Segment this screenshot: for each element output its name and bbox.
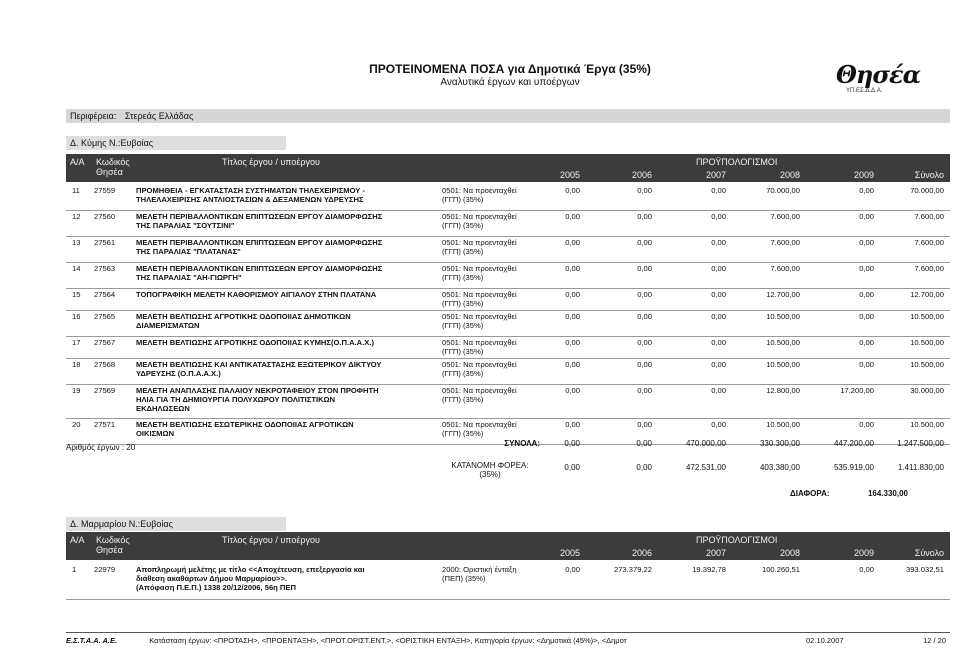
row-aa: 20 <box>72 420 81 429</box>
col-year-2006: 2006 <box>631 170 652 180</box>
col-year-2005: 2005 <box>559 170 580 180</box>
totals-label: ΣΥΝΟΛΑ: <box>504 439 540 448</box>
total-value: 472.531,00 <box>685 463 726 472</box>
row-value: 12.700,00 <box>910 290 944 299</box>
col2-year-2008: 2008 <box>779 548 800 558</box>
row-aa: 12 <box>72 212 81 221</box>
row-value: 0,00 <box>859 360 874 369</box>
row-value: 0,00 <box>711 238 726 247</box>
total-value: 403.380,00 <box>759 463 800 472</box>
row-aa: 13 <box>72 238 81 247</box>
total-value: 470.000,00 <box>685 439 726 448</box>
row-value: 12.700,00 <box>766 290 800 299</box>
table-row <box>66 358 950 385</box>
row-aa: 15 <box>72 290 81 299</box>
col-year-2009: 2009 <box>853 170 874 180</box>
row-value: 7.600,00 <box>770 212 800 221</box>
region-label: Περιφέρεια: <box>70 111 117 121</box>
row-title: ΜΕΛΕΤΗ ΒΕΛΤΙΩΣΗΣ ΕΣΩΤΕΡΙΚΗΣ ΟΔΟΠΟΙΙΑΣ ΑΓΡΟΤΙΚΩΝ ΟΙΚΙΣΜΩΝ <box>136 420 354 438</box>
footer-date: 02.10.2007 <box>806 636 844 645</box>
footer-org: Ε.Σ.Τ.Α.Α. Α.Ε. <box>66 636 118 645</box>
row-value: 0,00 <box>565 565 580 574</box>
col-total: Σύνολο <box>914 170 944 180</box>
col2-year-2007: 2007 <box>705 548 726 558</box>
row-classification: 0501: Να προενταχθεί (ΓΓΠ) (35%) <box>442 386 517 404</box>
row-aa: 16 <box>72 312 81 321</box>
row-code: 27565 <box>94 312 116 321</box>
row-code: 27561 <box>94 238 116 247</box>
logo-subtext: ΥΠ.ΕΣ.Δ.Δ.Α. <box>846 88 883 94</box>
col-title: Τίτλος έργου / υποέργου <box>222 157 320 167</box>
alloc-label: ΚΑΤΑΝΟΜΗ ΦΟΡΕΑ: (35%) <box>451 461 529 479</box>
row-value: 0,00 <box>711 312 726 321</box>
total-value: 0,00 <box>636 439 652 448</box>
row-value: 0,00 <box>565 212 580 221</box>
row-title: ΠΡΟΜΗΘΕΙΑ - ΕΓΚΑΤΑΣΤΑΣΗ ΣΥΣΤΗΜΑΤΩΝ ΤΗΛΕΧΕΙΡΙΣΜΟΥ - ΤΗΛΕΛΑΧΕΙΡΙΣΗΣ ΑΝΤΛΙΟΣΤΑΣΙΩΝ & ΔΕΞΑΜΕΝΩΝ ΥΔΡΕΥΣΗΣ <box>136 186 365 204</box>
row-value: 0,00 <box>711 360 726 369</box>
row-code: 27568 <box>94 360 116 369</box>
page-subtitle: Αναλυτικά έργων και υποέργων <box>440 77 580 88</box>
row-aa: 14 <box>72 264 81 273</box>
row-value: 0,00 <box>565 420 580 429</box>
row-value: 0,00 <box>711 338 726 347</box>
row-value: 0,00 <box>565 290 580 299</box>
row-value: 0,00 <box>565 386 580 395</box>
row-value: 0,00 <box>711 186 726 195</box>
project-count: Αριθμός έργων : 20 <box>66 443 136 452</box>
row-value: 0,00 <box>565 264 580 273</box>
col-budget: ΠΡΟΫΠΟΛΟΓΙΣΜΟΙ <box>696 157 778 167</box>
row-value: 7.600,00 <box>914 238 944 247</box>
row-value: 10.500,00 <box>910 312 944 321</box>
diff-value: 164.330,00 <box>867 489 908 498</box>
row-value: 7.600,00 <box>914 212 944 221</box>
col-code-2: Κωδικός Θησέα <box>96 535 130 555</box>
table-row <box>66 262 950 289</box>
page-footer <box>66 632 950 645</box>
table-header-2 <box>66 532 950 560</box>
col2-total: Σύνολο <box>914 548 944 558</box>
municipality-label-2: Δ. Μαρμαρίου Ν.:Ευβοίας <box>70 519 173 529</box>
row-value: 10.500,00 <box>910 360 944 369</box>
row-value: 70.000,00 <box>766 186 800 195</box>
row-value: 0,00 <box>637 420 652 429</box>
table-row <box>66 384 950 419</box>
row-value: 7.600,00 <box>770 264 800 273</box>
row-value: 0,00 <box>859 238 874 247</box>
row-title: ΜΕΛΕΤΗ ΠΕΡΙΒΑΛΛΟΝΤΙΚΩΝ ΕΠΙΠΤΩΣΕΩΝ ΕΡΓΟΥ ΔΙΑΜΟΡΦΩΣΗΣ ΤΗΣ ΠΑΡΑΛΙΑΣ "ΠΛΑΤΑΝΑΣ" <box>136 238 383 256</box>
row-value: 0,00 <box>859 312 874 321</box>
total-value: 535.919,00 <box>833 463 874 472</box>
row-classification: 0501: Να προενταχθεί (ΓΓΠ) (35%) <box>442 186 517 204</box>
row-value: 0,00 <box>565 238 580 247</box>
row-value: 0,00 <box>637 238 652 247</box>
row-value: 0,00 <box>711 264 726 273</box>
row-value: 0,00 <box>711 212 726 221</box>
table-row <box>66 336 950 359</box>
row-code: 27559 <box>94 186 116 195</box>
row-value: 0,00 <box>637 360 652 369</box>
total-value: 0,00 <box>564 439 580 448</box>
row-value: 10.500,00 <box>910 420 944 429</box>
table-row <box>66 210 950 237</box>
row-title: ΜΕΛΕΤΗ ΒΕΛΤΙΩΣΗΣ ΚΑΙ ΑΝΤΙΚΑΤΑΣΤΑΣΗΣ ΕΞΩΤΕΡΙΚΟΥ ΔΙΚΤΥΟΥ ΥΔΡΕΥΣΗΣ (Ο.Π.Α.Α.Χ.) <box>136 360 382 378</box>
row-value: 0,00 <box>859 420 874 429</box>
row-classification: 0501: Να προενταχθεί (ΓΓΠ) (35%) <box>442 360 517 378</box>
row-value: 0,00 <box>565 338 580 347</box>
table-header-1 <box>66 154 950 182</box>
row-value: 10.500,00 <box>766 338 800 347</box>
row-code: 27567 <box>94 338 116 347</box>
row-classification: 0501: Να προενταχθεί (ΓΓΠ) (35%) <box>442 420 517 438</box>
table-row <box>66 184 950 211</box>
total-value: 447.200,00 <box>833 439 874 448</box>
table-row <box>66 236 950 263</box>
row-value: 10.500,00 <box>766 312 800 321</box>
row-title: ΜΕΛΕΤΗ ΒΕΛΤΙΩΣΗΣ ΑΓΡΟΤΙΚΗΣ ΟΔΟΠΟΙΙΑΣ ΚΥΜΗΣ(Ο.Π.Α.Α.Χ.) <box>136 338 374 347</box>
total-value: 0,00 <box>636 463 652 472</box>
col-aa-2: Α/Α <box>70 535 85 545</box>
row-title: ΜΕΛΕΤΗ ΠΕΡΙΒΑΛΛΟΝΤΙΚΩΝ ΕΠΙΠΤΩΣΕΩΝ ΕΡΓΟΥ ΔΙΑΜΟΡΦΩΣΗΣ ΤΗΣ ΠΑΡΑΛΙΑΣ "ΣΟΥΤΣΙΝΙ" <box>136 212 383 230</box>
col-aa: Α/Α <box>70 157 85 167</box>
col-year-2007: 2007 <box>705 170 726 180</box>
row-value: 0,00 <box>637 264 652 273</box>
row-classification: 0501: Να προενταχθεί (ΓΓΠ) (35%) <box>442 290 517 308</box>
col-title-2: Τίτλος έργου / υποέργου <box>222 535 320 545</box>
row-code: 27564 <box>94 290 116 299</box>
row-value: 0,00 <box>637 290 652 299</box>
row-code: 27560 <box>94 212 116 221</box>
footer-page: 12 / 20 <box>923 636 946 645</box>
municipality-label-1: Δ. Κύμης Ν.:Ευβοίας <box>70 138 154 148</box>
row-value: 0,00 <box>859 264 874 273</box>
row-aa: 11 <box>72 186 80 195</box>
region-band <box>66 109 950 123</box>
row-value: 0,00 <box>711 290 726 299</box>
row-code: 27569 <box>94 386 116 395</box>
row-value: 0,00 <box>859 565 874 574</box>
total-value: 1.247.500,00 <box>897 439 944 448</box>
total-value: 0,00 <box>564 463 580 472</box>
row-value: 10.500,00 <box>766 360 800 369</box>
page-title: ΠΡΟΤΕΙΝΟΜΕΝΑ ΠΟΣΑ για Δημοτικά Έργα (35%) <box>369 62 651 76</box>
row-aa: 17 <box>72 338 81 347</box>
row-value: 393.032,51 <box>905 565 944 574</box>
row-value: 70.000,00 <box>910 186 944 195</box>
row-classification: 0501: Να προενταχθεί (ΓΓΠ) (35%) <box>442 264 517 282</box>
table-row <box>66 310 950 337</box>
row-value: 0,00 <box>859 212 874 221</box>
row-value: 0,00 <box>565 186 580 195</box>
municipality-band-2 <box>66 517 286 531</box>
row-value: 7.600,00 <box>914 264 944 273</box>
row-value: 0,00 <box>637 212 652 221</box>
row-value: 273.379,22 <box>613 565 652 574</box>
row-value: 30.000,00 <box>910 386 944 395</box>
row-value: 0,00 <box>637 386 652 395</box>
col2-year-2009: 2009 <box>853 548 874 558</box>
row-title: Αποπληρωμή μελέτης με τίτλο <<Αποχέτευση, επεξεργασία και διάθεση ακαθάρτων Δήμου Μαρμαρίου>>. (Απόφαση Π.Ε.Π.) 1338 20/12/2006, 56η ΠΕΠ <box>136 565 365 592</box>
col-budget-2: ΠΡΟΫΠΟΛΟΓΙΣΜΟΙ <box>696 535 778 545</box>
row-value: 7.600,00 <box>770 238 800 247</box>
row-aa: 19 <box>72 386 81 395</box>
row-value: 0,00 <box>711 420 726 429</box>
row-code: 27571 <box>94 420 116 429</box>
row-value: 19.392,78 <box>692 565 726 574</box>
row-value: 0,00 <box>859 186 874 195</box>
col-code: Κωδικός Θησέα <box>96 157 130 177</box>
footer-status: Κατάσταση έργων: <ΠΡΟΤΑΣΗ>, <ΠΡΟΕΝΤΑΞΗ>, <ΠΡΟΤ.ΟΡΙΣΤ.ΕΝΤ.>, <ΟΡΙΣΤΙΚΗ ΕΝΤΑΞΗ>, Κατηγορία έργων: <Δημοτικά (45%)>, <Δημοτ <box>149 636 627 645</box>
municipality-band-1 <box>66 136 286 150</box>
row-value: 0,00 <box>565 312 580 321</box>
row-code: 27563 <box>94 264 116 273</box>
total-value: 330.300,00 <box>759 439 800 448</box>
col2-year-2005: 2005 <box>559 548 580 558</box>
row-title: ΜΕΛΕΤΗ ΒΕΛΤΙΩΣΗΣ ΑΓΡΟΤΙΚΗΣ ΟΔΟΠΟΙΙΑΣ ΔΗΜΟΤΙΚΩΝ ΔΙΑΜΕΡΙΣΜΑΤΩΝ <box>136 312 351 330</box>
row-title: ΜΕΛΕΤΗ ΠΕΡΙΒΑΛΛΟΝΤΙΚΩΝ ΕΠΙΠΤΩΣΕΩΝ ΕΡΓΟΥ ΔΙΑΜΟΡΦΩΣΗΣ ΤΗΣ ΠΑΡΑΛΙΑΣ "ΑΗ-ΓΙΩΡΓΗ" <box>136 264 383 282</box>
table-row <box>66 288 950 311</box>
row-code: 22979 <box>94 565 116 574</box>
row-aa: 1 <box>72 565 77 574</box>
row-classification: 0501: Να προενταχθεί (ΓΓΠ) (35%) <box>442 312 517 330</box>
table-row <box>66 563 950 600</box>
diff-label: ΔΙΑΦΟΡΑ: <box>790 489 830 498</box>
logo-text: Θησέα <box>836 60 921 89</box>
row-classification: 0501: Να προενταχθεί (ΓΓΠ) (35%) <box>442 338 517 356</box>
region-value: Στερεάς Ελλάδας <box>124 111 194 121</box>
row-value: 12.800,00 <box>766 386 800 395</box>
row-classification: 0501: Να προενταχθεί (ΓΓΠ) (35%) <box>442 212 517 230</box>
row-value: 0,00 <box>565 360 580 369</box>
row-value: 100.260,51 <box>761 565 800 574</box>
col2-year-2006: 2006 <box>631 548 652 558</box>
thisea-logo <box>816 52 948 102</box>
total-value: 1.411.830,00 <box>897 463 944 472</box>
row-value: 0,00 <box>637 186 652 195</box>
row-value: 17.200,00 <box>840 386 874 395</box>
row-value: 10.500,00 <box>910 338 944 347</box>
row-title: ΜΕΛΕΤΗ ΑΝΑΠΛΑΣΗΣ ΠΑΛΑΙΟΥ ΝΕΚΡΟΤΑΦΕΙΟΥ ΣΤΟΝ ΠΡΟΦΗΤΗ ΗΛΙΑ ΓΙΑ ΤΗ ΔΗΜΙΟΥΡΓΙΑ ΠΟΛΥΧΩΡΟΥ ΠΟΛΙΤΙΣΤΙΚΩΝ ΕΚΔΗΛΩΣΕΩΝ <box>136 386 379 413</box>
row-classification: 2000: Οριστική ένταξη (ΠΕΠ) (35%) <box>442 565 517 583</box>
row-value: 0,00 <box>859 290 874 299</box>
row-value: 0,00 <box>637 312 652 321</box>
row-value: 0,00 <box>859 338 874 347</box>
row-value: 0,00 <box>711 386 726 395</box>
row-title: ΤΟΠΟΓΡΑΦΙΚΗ ΜΕΛΕΤΗ ΚΑΘΟΡΙΣΜΟΥ ΑΙΓΙΑΛΟΥ ΣΤΗΝ ΠΛΑΤΑΝΑ <box>136 290 377 299</box>
row-aa: 18 <box>72 360 81 369</box>
row-value: 10.500,00 <box>766 420 800 429</box>
col-year-2008: 2008 <box>779 170 800 180</box>
row-value: 0,00 <box>637 338 652 347</box>
row-classification: 0501: Να προενταχθεί (ΓΓΠ) (35%) <box>442 238 517 256</box>
